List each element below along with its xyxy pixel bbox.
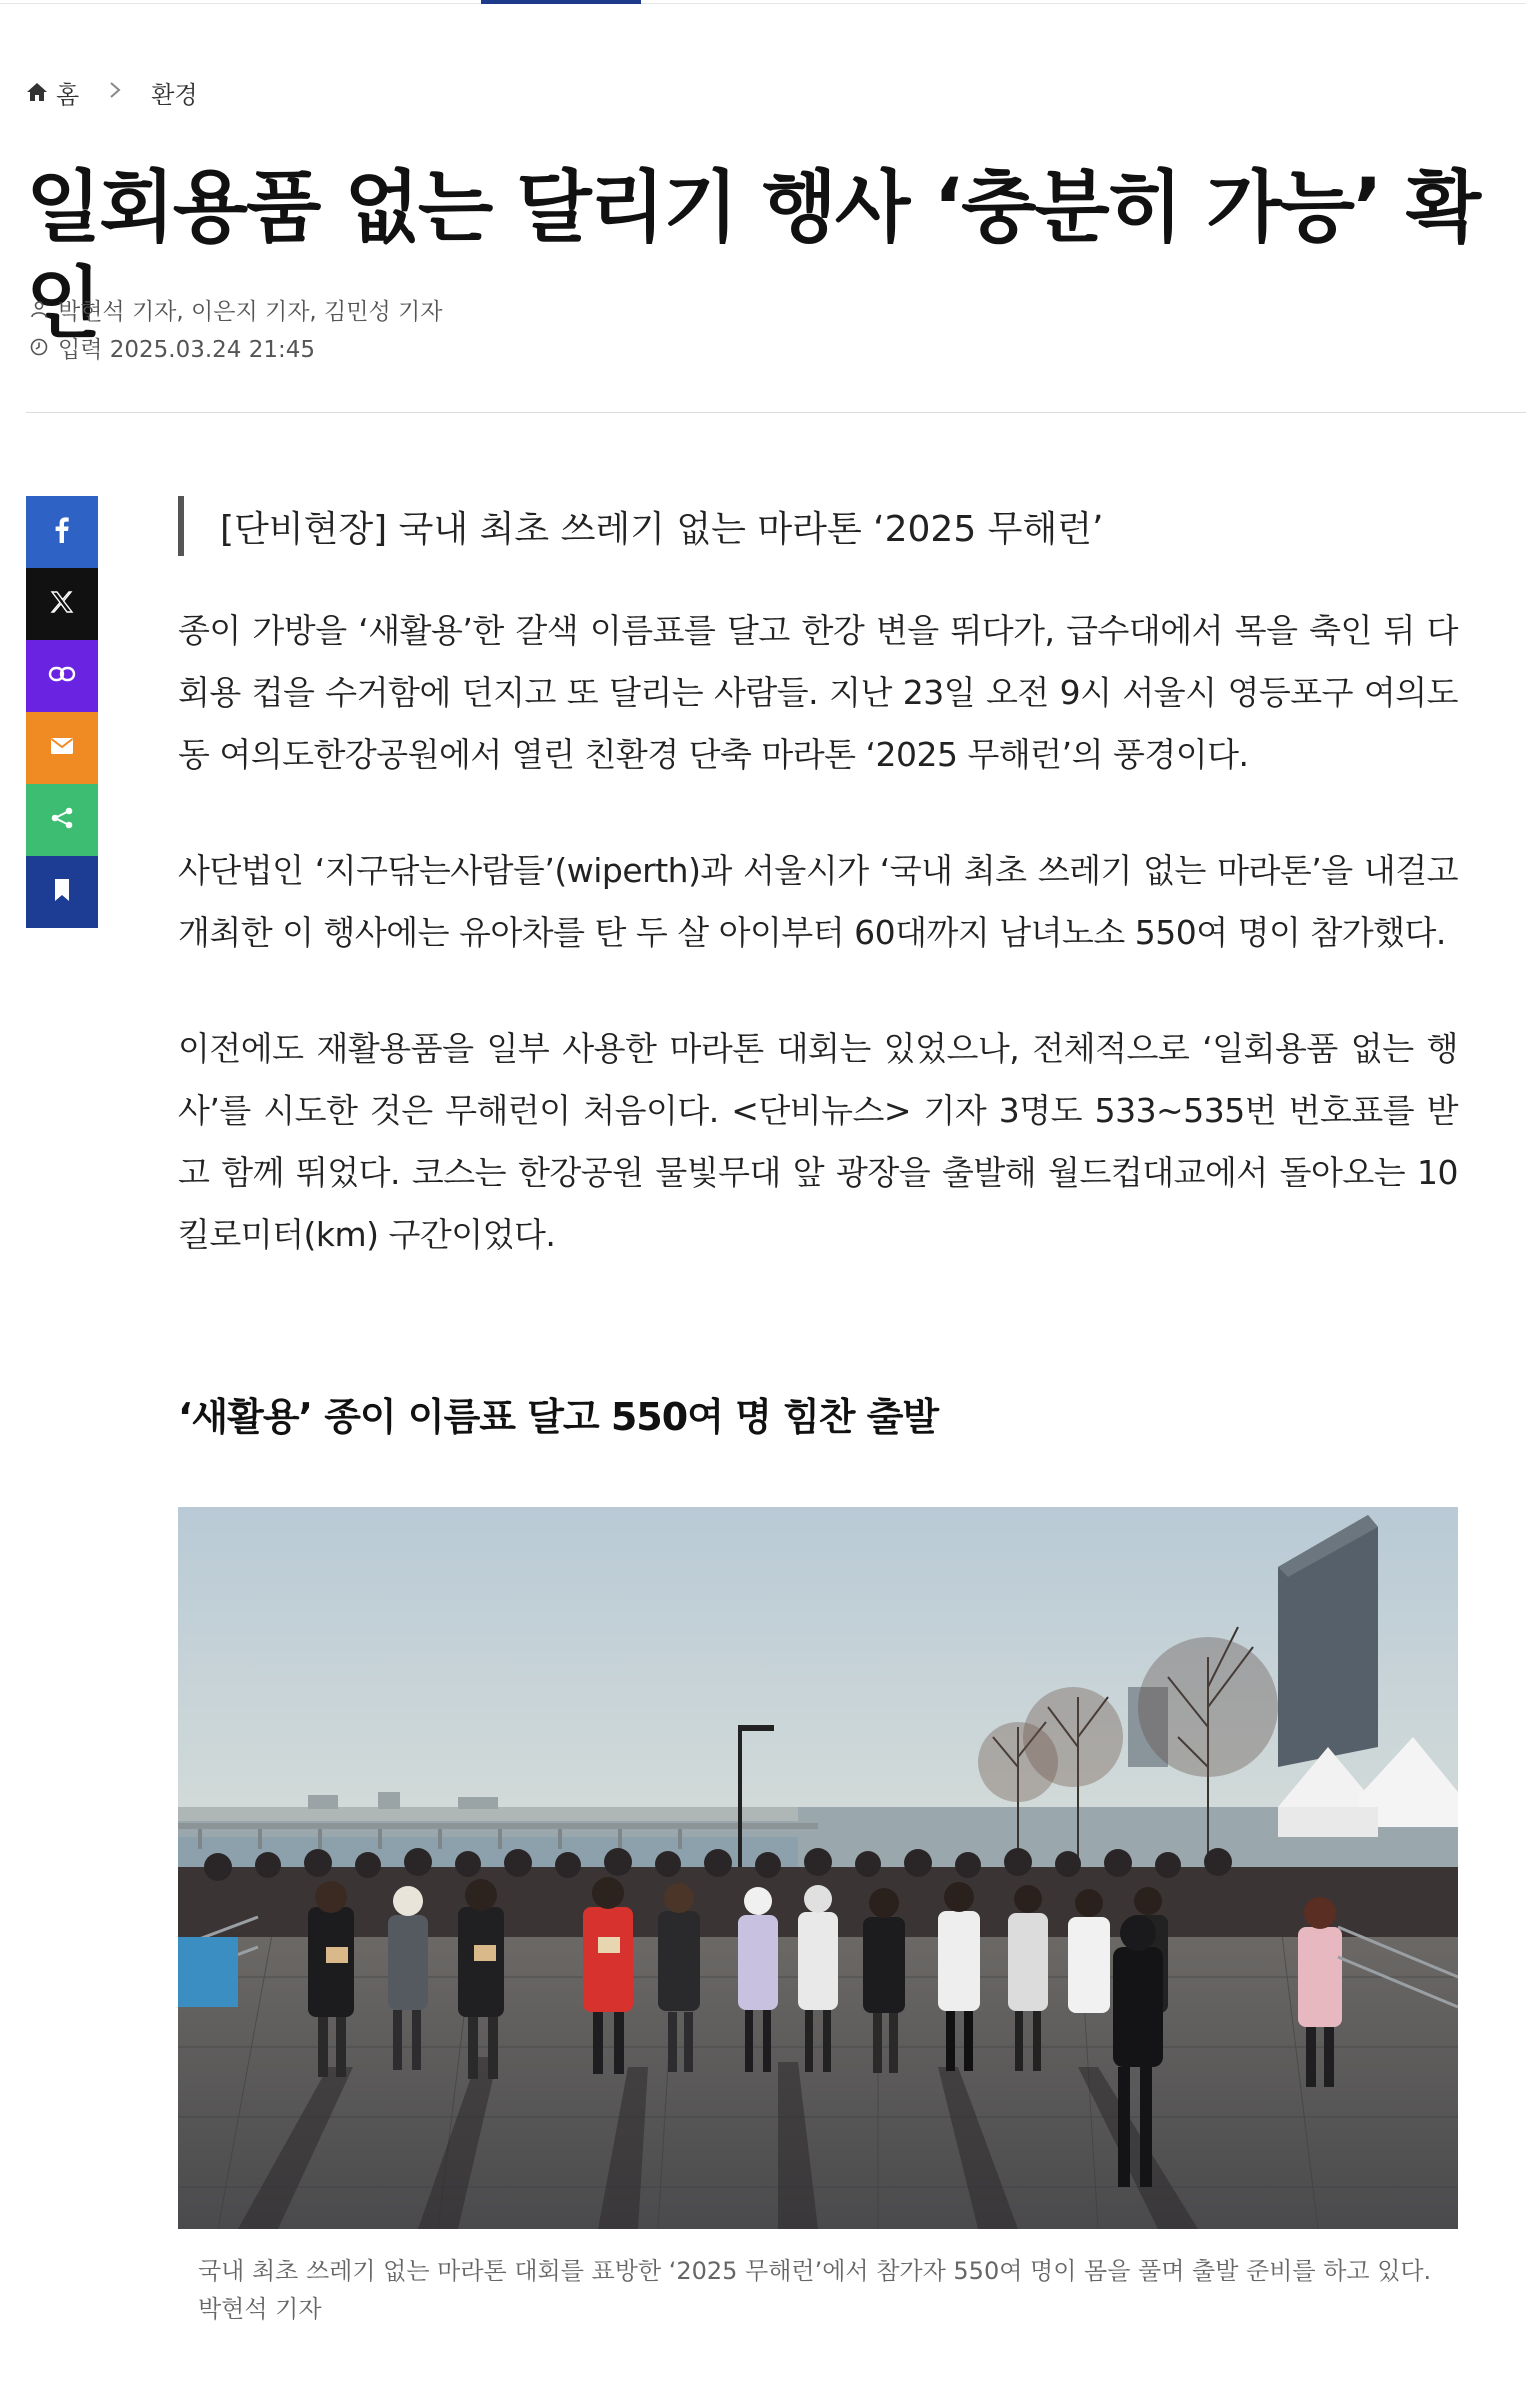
article-published: 입력 2025.03.24 21:45 [58,336,316,363]
article-paragraph: 이전에도 재활용품을 일부 사용한 마라톤 대회는 있었으나, 전체적으로 ‘일회용품 없는 행사’를 시도한 것은 무해런이 처음이다. <단비뉴스> 기자 3명도 533~535번 번호표를 받고 함께 뛰었다. 코스는 한강공원 물빛무대 앞 광장을 출발해 월드컵대교에서 돌아오는 10킬로미터(km) 구간이었다. [178,1029,1458,1254]
facebook-share-button[interactable] [26,496,98,568]
article-meta [28,290,442,366]
article-headline: 일회용품 없는 달리기 행사 ‘충분히 가능’ 확인 [26,163,1480,349]
article-paragraph: 종이 가방을 ‘새활용’한 갈색 이름표를 달고 한강 변을 뛰다가, 급수대에서 목을 축인 뒤 다회용 컵을 수거함에 던지고 또 달리는 사람들. 지난 23일 오전 9시 서울시 영등포구 여의도동 여의도한강공원에서 열린 친환경 단축 마라톤 ‘2025 무해런’의 풍경이다. [178,611,1458,774]
copy-link-button[interactable] [26,640,98,712]
photo-caption: 국내 최초 쓰레기 없는 마라톤 대회를 표방한 ‘2025 무해런’에서 참가자 550여 명이 몸을 풀며 출발 준비를 하고 있다. 박현석 기자 [198,2257,1432,2323]
article-authors: 박현석 기자, 이은지 기자, 김민성 기자 [58,298,443,325]
share-bar [26,496,98,928]
clock-icon [28,336,50,358]
article-paragraph: 사단법인 ‘지구닦는사람들’(wiperth)과 서울시가 ‘국내 최초 쓰레기 없는 마라톤’을 내걸고 개최한 이 행사에는 유아차를 탄 두 살 아이부터 60대까지 남녀노소 550여 명이 참가했다. [178,851,1458,952]
x-share-button[interactable] [26,568,98,640]
top-nav-bar [0,0,1526,4]
active-tab-indicator[interactable] [481,0,641,4]
article-photo[interactable] [178,1507,1458,2229]
x-icon [50,590,74,618]
breadcrumb [26,74,198,110]
facebook-icon [55,517,69,547]
share-button[interactable] [26,784,98,856]
article-body [178,600,1458,1320]
share-icon [50,806,74,834]
chevron-right-icon [109,80,121,105]
person-icon [28,298,50,320]
article-subtitle: [단비현장] 국내 최초 쓰레기 없는 마라톤 ‘2025 무해런’ [178,496,1103,556]
home-icon[interactable] [26,80,50,104]
mail-icon [50,737,74,759]
header-divider [26,412,1526,413]
section-heading: ‘새활용’ 종이 이름표 달고 550여 명 힘찬 출발 [178,1395,939,1439]
bookmark-icon [53,878,71,906]
email-share-button[interactable] [26,712,98,784]
bookmark-button[interactable] [26,856,98,928]
link-icon [48,666,76,686]
breadcrumb-home[interactable]: 홈 [56,80,80,109]
breadcrumb-section[interactable]: 환경 [151,80,198,109]
